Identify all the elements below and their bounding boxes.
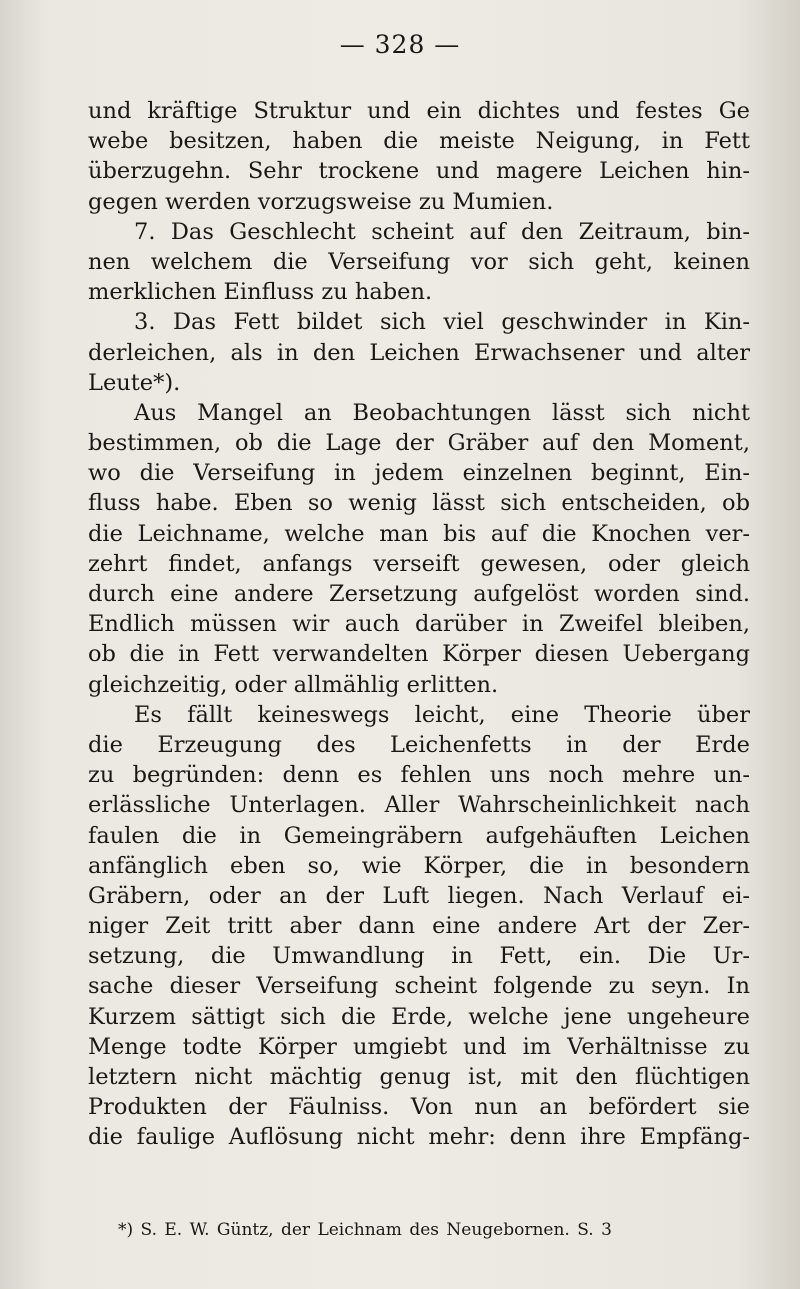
text-line: wo die Verseifung in jedem einzelnen beginnt, Ein- — [88, 460, 750, 487]
text-line: die faulige Auflösung nicht mehr: denn ihre Empfäng- — [88, 1124, 750, 1151]
text-line: anfänglich eben so, wie Körper, die in besondern — [88, 852, 750, 879]
text-line: zu begründen: denn es fehlen uns noch mehre un- — [88, 762, 750, 789]
text-line: bestimmen, ob die Lage der Gräber auf den Moment, — [88, 430, 750, 457]
text-line: webe besitzen, haben die meiste Neigung, in Fett — [88, 128, 750, 155]
text-line: Kurzem sättigt sich die Erde, welche jene ungeheure — [88, 1003, 750, 1030]
text-line: sache dieser Verseifung scheint folgende zu seyn. In — [88, 973, 750, 1000]
text-line: gegen werden vorzugsweise zu Mumien. — [88, 188, 554, 215]
text-line: die Erzeugung des Leichenfetts in der Erde — [88, 731, 750, 758]
text-line: letztern nicht mächtig genug ist, mit den flüchtigen — [88, 1064, 750, 1090]
text-line: merklichen Einfluss zu haben. — [88, 279, 433, 306]
text-line: gleichzeitig, oder allmählig erlitten. — [88, 671, 499, 698]
text-line: erlässliche Unterlagen. Aller Wahrscheinlichkeit nach — [88, 792, 750, 819]
text-line: ob die in Fett verwandelten Körper diesen Uebergang — [88, 641, 750, 668]
text-line: Aus Mangel an Beobachtungen lässt sich nicht — [134, 399, 750, 426]
text-line: derleichen, als in den Leichen Erwachsener und alter — [88, 339, 750, 366]
footnote: *) S. E. W. Güntz, der Leichnam des Neugebornen. S. 3 — [118, 1220, 612, 1240]
text-line: Menge todte Körper umgiebt und im Verhältnisse zu — [88, 1033, 750, 1060]
text-line: durch eine andere Zersetzung aufgelöst worden sind. — [88, 581, 750, 607]
text-line: setzung, die Umwandlung in Fett, ein. Die Ur- — [88, 943, 750, 970]
text-line: Es fällt keineswegs leicht, eine Theorie über — [134, 701, 750, 728]
text-line: nen welchem die Verseifung vor sich geht, keinen — [88, 248, 750, 275]
text-line: 3. Das Fett bildet sich viel geschwinder in Kin- — [134, 309, 750, 336]
text-line: fluss habe. Eben so wenig lässt sich entscheiden, ob — [88, 490, 750, 517]
text-line: Gräbern, oder an der Luft liegen. Nach Verlauf ei- — [88, 882, 750, 909]
text-line: niger Zeit tritt aber dann eine andere Art der Zer- — [88, 913, 750, 940]
text-line: Leute*). — [88, 369, 181, 396]
page-number: — 328 — — [339, 30, 461, 59]
text-line: faulen die in Gemeingräbern aufgehäuften Leichen — [88, 822, 750, 849]
text-line: zehrt findet, anfangs verseift gewesen, oder gleich — [88, 550, 750, 577]
text-line: und kräftige Struktur und ein dichtes und festes Ge — [88, 98, 750, 124]
text-line: Produkten der Fäulniss. Von nun an befördert sie — [88, 1094, 750, 1121]
text-line: Endlich müssen wir auch darüber in Zweifel bleiben, — [88, 611, 750, 638]
text-line: die Leichname, welche man bis auf die Knochen ver- — [88, 520, 750, 547]
text-line: überzugehn. Sehr trockene und magere Leichen hin- — [88, 158, 750, 185]
text-line: 7. Das Geschlecht scheint auf den Zeitraum, bin- — [134, 218, 750, 245]
body-text — [88, 96, 750, 1153]
